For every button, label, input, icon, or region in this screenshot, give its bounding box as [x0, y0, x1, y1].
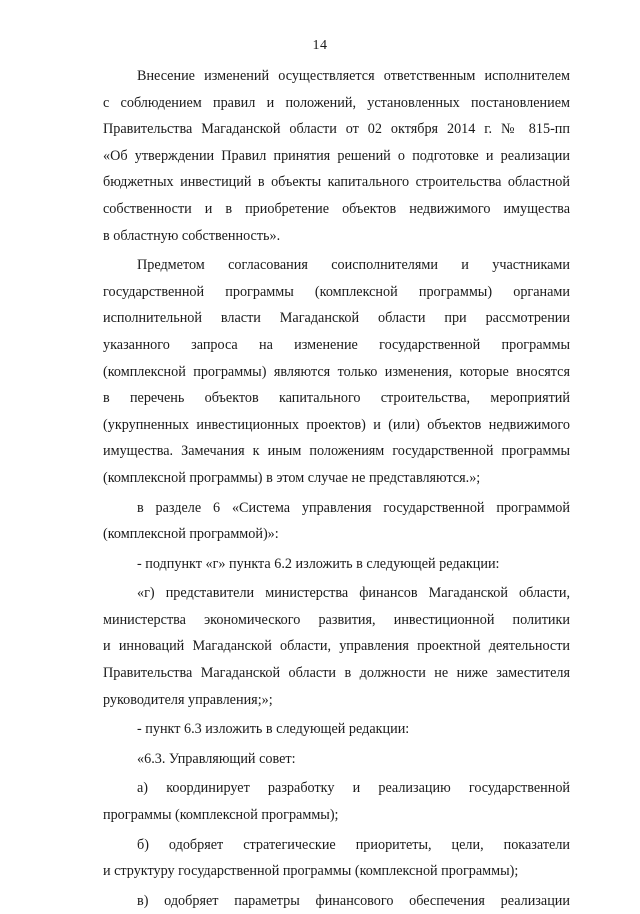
paragraph [103, 888, 570, 914]
text-line: исполнительной власти Магаданской области при рассмотрении [103, 310, 570, 327]
text-line: Правительства Магаданской области от 02 октября 2014 г. № 815-пп [103, 121, 570, 138]
text-line: министерства экономического развития, инвестиционной политики [103, 611, 570, 628]
text-line: руководителя управления;»; [103, 691, 273, 708]
paragraph [103, 495, 570, 548]
text-line: «г) представители министерства финансов Магаданской области, [137, 585, 570, 602]
text-line: и структуру государственной программы (комплексной программы); [103, 863, 519, 880]
text-line: в) одобряет параметры финансового обеспечения реализации [137, 892, 570, 909]
text-line: в областную собственность». [103, 227, 281, 244]
paragraph [103, 580, 570, 713]
text-line: с соблюдением правил и положений, установленных постановлением [103, 94, 570, 111]
paragraph [103, 746, 570, 773]
paragraph [103, 252, 570, 491]
page-number: 14 [312, 38, 328, 53]
text-line: указанного запроса на изменение государственной программы [103, 336, 570, 353]
text-line: «6.3. Управляющий совет: [137, 750, 296, 767]
text-line: бюджетных инвестиций в объекты капитального строительства областной [103, 174, 570, 191]
text-line: Правительства Магаданской области в должности не ниже заместителя [103, 665, 570, 682]
text-line: - пункт 6.3 изложить в следующей редакции: [137, 721, 410, 738]
text-line: Предметом согласования соисполнителями и участниками [137, 257, 570, 274]
text-line: собственности и в приобретение объектов недвижимого имущества [103, 200, 570, 217]
text-line: в разделе 6 «Система управления государственной программой [137, 499, 570, 516]
text-line: государственной программы (комплексной программы) органами [103, 283, 570, 300]
text-line: (комплексной программы) в этом случае не представляются.»; [103, 469, 481, 486]
document-body [103, 63, 570, 914]
text-line: (комплексной программой)»: [103, 526, 279, 543]
text-line: программы (комплексной программы); [103, 807, 339, 824]
paragraph [103, 775, 570, 828]
paragraph [103, 551, 570, 578]
text-line: имущества. Замечания к иным положениям государственной программы [103, 443, 570, 460]
text-line: (комплексной программы) являются только изменения, которые вносятся [103, 363, 570, 380]
paragraph [103, 716, 570, 743]
text-line: «Об утверждении Правил принятия решений о подготовке и реализации [103, 147, 570, 164]
text-line: в перечень объектов капитального строительства, мероприятий [103, 390, 570, 407]
text-line: - подпункт «г» пункта 6.2 изложить в следующей редакции: [137, 555, 500, 572]
paragraph [103, 63, 570, 249]
text-line: а) координирует разработку и реализацию государственной [137, 780, 570, 797]
text-line: Внесение изменений осуществляется ответственным исполнителем [137, 68, 570, 84]
paragraph [103, 832, 570, 885]
text-line: и инноваций Магаданской области, управления проектной деятельности [103, 638, 570, 655]
text-line: б) одобряет стратегические приоритеты, цели, показатели [137, 836, 570, 853]
text-line: (укрупненных инвестиционных проектов) и (или) объектов недвижимого [103, 416, 570, 433]
